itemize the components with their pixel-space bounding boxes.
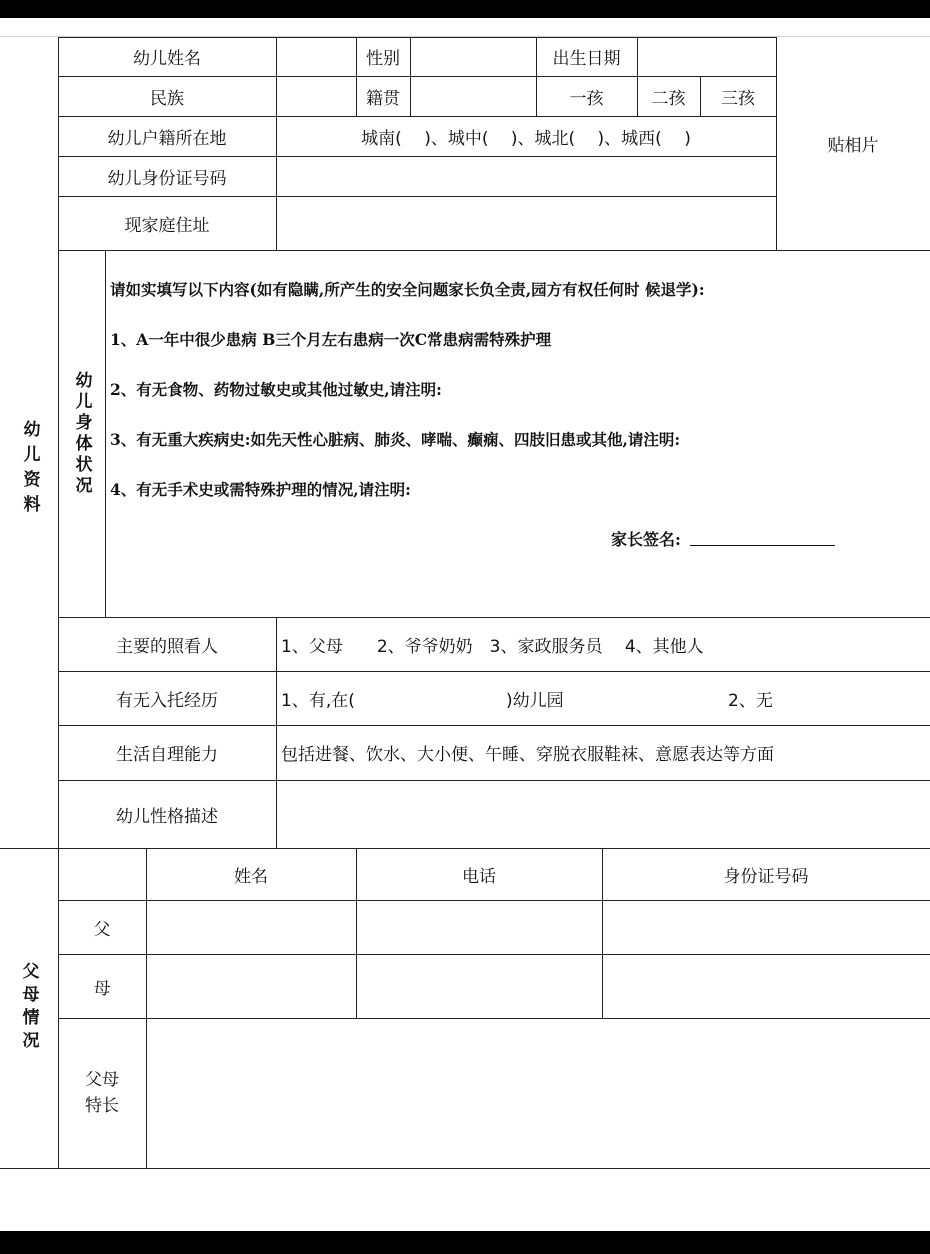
- registry-options[interactable]: 城南( )、城中( )、城北( )、城西( ): [361, 128, 691, 149]
- native-place-field[interactable]: [410, 76, 536, 116]
- section-label-parents: [0, 848, 58, 1168]
- mother-id-field[interactable]: [602, 954, 930, 1018]
- photo-box[interactable]: [776, 37, 930, 250]
- photo-label: 贴相片: [827, 136, 879, 156]
- column-header-id: 身份证号码: [723, 866, 809, 887]
- birth-date-field[interactable]: [637, 37, 776, 76]
- column-header-phone: 电话: [462, 866, 496, 887]
- ethnicity-field[interactable]: [276, 76, 356, 116]
- personality-field[interactable]: [276, 780, 930, 848]
- rule: [0, 1168, 930, 1169]
- registry-label: 幼儿户籍所在地: [107, 128, 227, 149]
- father-id-field[interactable]: [602, 900, 930, 954]
- father-name-field[interactable]: [146, 900, 356, 954]
- parent-signature-label: 家长签名:: [611, 530, 681, 549]
- nursery-no-option[interactable]: 2、无: [728, 690, 773, 711]
- birth-date-label: 出生日期: [552, 49, 621, 69]
- section-label-child-info: [0, 250, 58, 690]
- parents-talent-label: 父母特长: [85, 1070, 119, 1116]
- bottom-black-bar: [0, 1231, 930, 1254]
- nursery-yes-suffix: )幼儿园: [506, 690, 564, 711]
- column-header-name: 姓名: [234, 866, 268, 887]
- personality-label: 幼儿性格描述: [116, 806, 218, 827]
- child-name-field[interactable]: [276, 37, 356, 76]
- mother-phone-field[interactable]: [356, 954, 602, 1018]
- rule: [105, 250, 106, 617]
- mother-name-field[interactable]: [146, 954, 356, 1018]
- parent-signature-line[interactable]: [690, 545, 835, 546]
- child-name-label: 幼儿姓名: [133, 49, 201, 69]
- rule: [58, 250, 930, 251]
- child-id-field[interactable]: [276, 156, 776, 196]
- father-phone-field[interactable]: [356, 900, 602, 954]
- gender-field[interactable]: [410, 37, 536, 76]
- nursery-yes-option[interactable]: 1、有,在(: [281, 690, 355, 711]
- parents-section-label: 父母情况: [18, 962, 39, 1054]
- health-item-3: 3、有无重大疾病史:如先天性心脏病、肺炎、哮喘、癫痫、四肢旧患或其他,请注明:: [110, 430, 681, 449]
- child-order-second[interactable]: 二孩: [651, 88, 686, 109]
- nursery-history-label: 有无入托经历: [116, 690, 218, 711]
- child-id-label: 幼儿身份证号码: [107, 168, 227, 189]
- ethnicity-label: 民族: [150, 88, 184, 109]
- health-intro: 请如实填写以下内容(如有隐瞒,所产生的安全问题家长负全责,园方有权任何时 候退学):: [110, 280, 705, 299]
- talent-label-cell: [58, 1018, 146, 1168]
- native-place-label: 籍贯: [366, 88, 400, 109]
- gender-label: 性别: [366, 49, 400, 69]
- self-care-label: 生活自理能力: [116, 745, 218, 765]
- health-item-2: 2、有无食物、药物过敏史或其他过敏史,请注明:: [110, 380, 442, 399]
- section-label-health: [58, 250, 105, 617]
- child-order-first[interactable]: 一孩: [569, 88, 604, 109]
- address-label: 现家庭住址: [124, 215, 210, 236]
- caregiver-options[interactable]: 1、父母 2、爷爷奶奶 3、家政服务员 4、其他人: [281, 636, 704, 657]
- section-label-text: 幼儿资料: [19, 420, 40, 520]
- parents-talent-field[interactable]: [146, 1018, 930, 1168]
- mother-row-label: 母: [93, 978, 111, 999]
- father-row-label: 父: [93, 919, 111, 940]
- caregiver-label: 主要的照看人: [116, 636, 218, 657]
- health-item-1: 1、A一年中很少患病 B三个月左右患病一次C常患病需特殊护理: [110, 330, 552, 349]
- health-section-label: 幼儿身体状况: [71, 370, 92, 497]
- self-care-description: 包括进餐、饮水、大小便、午睡、穿脱衣服鞋袜、意愿表达等方面: [281, 745, 774, 765]
- address-field[interactable]: [276, 196, 776, 250]
- child-order-third[interactable]: 三孩: [721, 88, 755, 109]
- health-item-4: 4、有无手术史或需特殊护理的情况,请注明:: [110, 480, 411, 499]
